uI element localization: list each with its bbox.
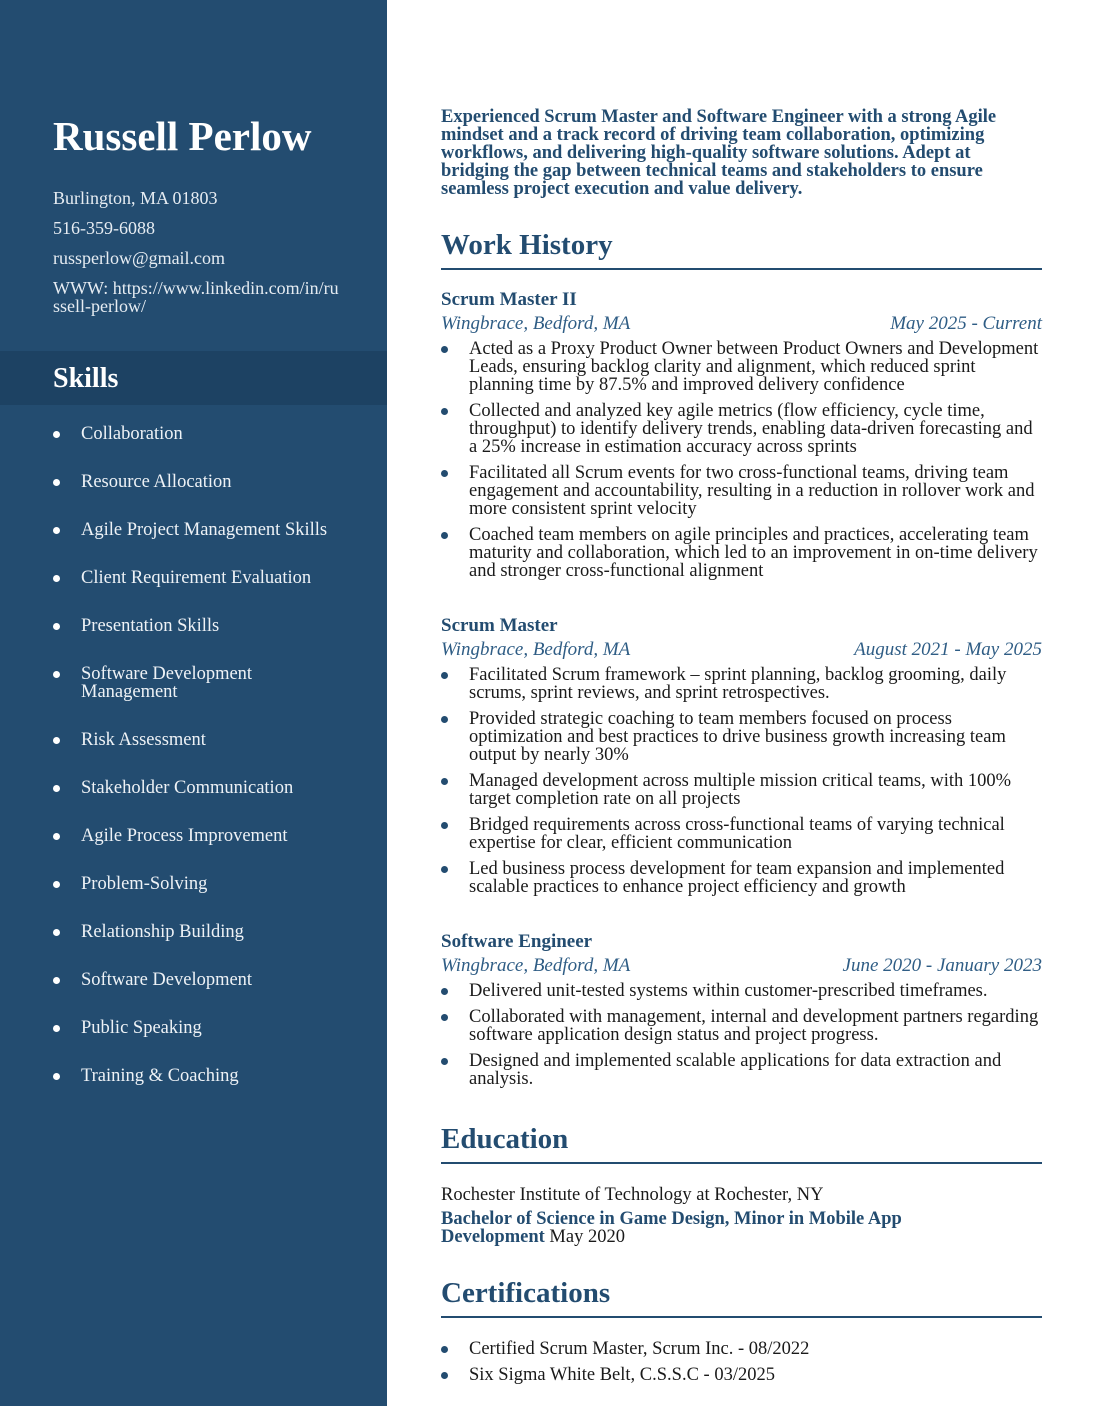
list-item: Delivered unit-tested systems within customer-prescribed timeframes. [441, 982, 1042, 1000]
education-title: Education [441, 1123, 569, 1155]
job-dates: May 2025 - Current [890, 313, 1042, 334]
skills-title: Skills [53, 363, 119, 394]
section-divider [441, 1316, 1042, 1318]
bullet-icon [53, 737, 60, 744]
skill-item: Relationship Building [53, 923, 353, 941]
job-entry [441, 289, 1042, 588]
skill-item: Training & Coaching [53, 1067, 353, 1085]
list-item: Bridged requirements across cross-functional teams of varying technical expertise for clear, efficient communication [441, 816, 1042, 852]
certifications-list [441, 1340, 1042, 1392]
cert-bullets [441, 1340, 1042, 1384]
job-company: Wingbrace, Bedford, MA [441, 955, 631, 976]
list-item: Acted as a Proxy Product Owner between Product Owners and Development Leads, ensuring backlog clarity and alignment, which reduced sprint planning time by 87.5% and improved delivery confidence [441, 340, 1042, 394]
job-dates: August 2021 - May 2025 [854, 639, 1042, 660]
bullet-icon [441, 716, 448, 723]
bullet-icon [441, 822, 448, 829]
skill-item: Client Requirement Evaluation [53, 569, 353, 587]
bullet-icon [441, 532, 448, 539]
list-item: Provided strategic coaching to team members focused on process optimization and best practices to drive business growth increasing team output by nearly 30% [441, 710, 1042, 764]
list-item: Managed development across multiple mission critical teams, with 100% target completion rate on all projects [441, 772, 1042, 808]
email: russperlow@gmail.com [53, 248, 226, 268]
bullet-icon [441, 1372, 448, 1379]
education-degree: Bachelor of Science in Game Design, Minor in Mobile App Development [441, 1209, 902, 1247]
work-history-title: Work History [441, 229, 613, 261]
list-item: Collected and analyzed key agile metrics (flow efficiency, cycle time, throughput) to identify delivery trends, enabling data-driven forecasting and a 25% increase in estimation accuracy across sprints [441, 402, 1042, 456]
job-title: Scrum Master II [441, 289, 577, 310]
website-link[interactable]: WWW: https://www.linkedin.com/in/russell-perlow/ [53, 278, 339, 316]
bullet-icon [53, 833, 60, 840]
candidate-name: Russell Perlow [53, 113, 312, 159]
list-item: Designed and implemented scalable applications for data extraction and analysis. [441, 1052, 1042, 1088]
skill-item: Presentation Skills [53, 617, 353, 635]
job-meta [441, 954, 1042, 978]
job-title: Software Engineer [441, 931, 593, 952]
skill-item: Collaboration [53, 425, 353, 443]
bullet-icon [53, 623, 60, 630]
section-divider [441, 268, 1042, 270]
bullet-icon [441, 470, 448, 477]
job-bullets [441, 666, 1042, 896]
bullet-icon [441, 988, 448, 995]
job-meta [441, 312, 1042, 336]
bullet-icon [441, 1014, 448, 1021]
skill-item: Public Speaking [53, 1019, 353, 1037]
bullet-icon [53, 671, 60, 678]
job-dates: June 2020 - January 2023 [842, 955, 1042, 976]
job-entry [441, 615, 1042, 904]
job-bullets [441, 982, 1042, 1088]
bullet-icon [441, 672, 448, 679]
bullet-icon [441, 866, 448, 873]
list-item: Facilitated all Scrum events for two cross-functional teams, driving team engagement and accountability, resulting in a reduction in rollover work and more consistent sprint velocity [441, 464, 1042, 518]
skills-list [53, 425, 353, 1115]
bullet-icon [441, 408, 448, 415]
bullet-icon [53, 977, 60, 984]
professional-summary: Experienced Scrum Master and Software Engineer with a strong Agile mindset and a track record of driving team collaboration, optimizing workflows, and delivering high-quality software solutions. Adept at bridging the gap between technical teams and stakeholders to ensure seamless project execution and value delivery. [441, 107, 997, 199]
contact-info [53, 189, 343, 327]
job-entry [441, 931, 1042, 1096]
job-company: Wingbrace, Bedford, MA [441, 639, 631, 660]
job-meta [441, 638, 1042, 662]
skill-item: Agile Process Improvement [53, 827, 353, 845]
job-bullets [441, 340, 1042, 580]
list-item: Facilitated Scrum framework – sprint planning, backlog grooming, daily scrums, sprint reviews, and sprint retrospectives. [441, 666, 1042, 702]
skill-item: Resource Allocation [53, 473, 353, 491]
skill-item: Software Development [53, 971, 353, 989]
list-item: Coached team members on agile principles and practices, accelerating team maturity and collaboration, which led to an improvement in on-time delivery and stronger cross-functional alignment [441, 526, 1042, 580]
section-divider [441, 1162, 1042, 1164]
bullet-icon [53, 785, 60, 792]
bullet-icon [53, 431, 60, 438]
bullet-icon [53, 929, 60, 936]
bullet-icon [53, 575, 60, 582]
bullet-icon [441, 1058, 448, 1065]
certifications-title: Certifications [441, 1277, 611, 1309]
bullet-icon [441, 778, 448, 785]
job-title: Scrum Master [441, 615, 558, 636]
skill-item: Stakeholder Communication [53, 779, 353, 797]
job-company: Wingbrace, Bedford, MA [441, 313, 631, 334]
phone: 516-359-6088 [53, 218, 155, 238]
bullet-icon [53, 881, 60, 888]
bullet-icon [53, 527, 60, 534]
address: Burlington, MA 01803 [53, 188, 218, 208]
education-date: May 2020 [549, 1227, 625, 1247]
list-item: Led business process development for team expansion and implemented scalable practices to enhance project efficiency and growth [441, 860, 1042, 896]
skill-item: Software Development Management [53, 665, 353, 701]
skill-item: Problem-Solving [53, 875, 353, 893]
skill-item: Agile Project Management Skills [53, 521, 353, 539]
bullet-icon [53, 479, 60, 486]
list-item: Six Sigma White Belt, C.S.S.C - 03/2025 [441, 1366, 1042, 1384]
sidebar [0, 0, 387, 1406]
bullet-icon [441, 346, 448, 353]
bullet-icon [441, 1346, 448, 1353]
skill-item: Risk Assessment [53, 731, 353, 749]
list-item: Certified Scrum Master, Scrum Inc. - 08/2022 [441, 1340, 1042, 1358]
bullet-icon [53, 1073, 60, 1080]
education-degree-line [441, 1210, 1001, 1246]
bullet-icon [53, 1025, 60, 1032]
education-school: Rochester Institute of Technology at Rochester, NY [441, 1185, 824, 1205]
list-item: Collaborated with management, internal and development partners regarding software application design status and project progress. [441, 1008, 1042, 1044]
